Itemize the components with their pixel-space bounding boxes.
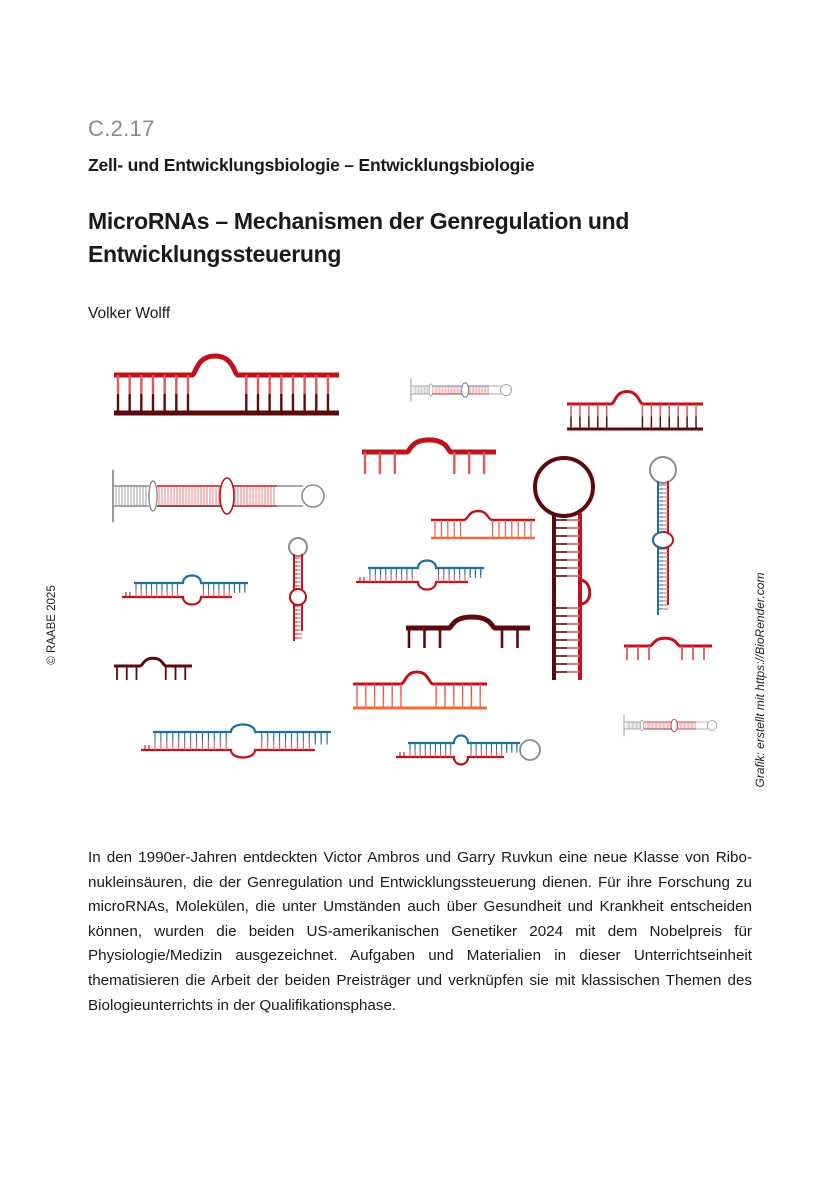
intro-paragraph: In den 1990er-Jahren entdeckten Victor Ambros und Garry Ruvkun eine neue Klasse von Ribonukleinsäuren, die der Genregulation und Entwicklungssteuerung dienen. Für ihre Forschung zu microRNAs, Molekülen, die unter Umständen auch über Gesundheit und Krankheit entscheiden können, wurden die beiden US-amerikanischen Genetiker 2024 mit dem Nobelpreis für Physiologie/Medizin ausgezeichnet. Aufgaben und Materialien in dieser Unterrichtseinheit thematisieren die Arbeit der beiden Preisträger und verknüpfen sie mit klassischen Themen des Biologieunterrichts in der Qualifikationsphase. [88, 849, 752, 1014]
pri-mirna-1 [113, 470, 324, 522]
mirna-mrna-3 [141, 725, 331, 758]
mirna-duplex-3 [431, 511, 535, 538]
pre-mirna-3 [289, 538, 307, 641]
pre-mirna-1 [535, 458, 593, 680]
pri-mirna-2 [411, 378, 512, 402]
mirna-strand-2 [114, 658, 192, 680]
unit-code: C.2.17 [88, 116, 155, 141]
graphic-credit: Grafik: erstellt mit https://BioRender.com [753, 572, 767, 788]
mirna-strand-4 [406, 617, 530, 648]
mirna-mrna-4 [396, 736, 540, 765]
page-title: MicroRNAs – Mechanismen der Genregulation und Entwicklungssteuerung [88, 208, 630, 267]
mirna-duplex-2 [567, 392, 703, 430]
copyright-notice: © RAABE 2025 [46, 585, 58, 665]
pri-mirna-3 [624, 715, 717, 736]
pre-mirna-2 [650, 457, 676, 615]
subject-heading: Zell- und Entwicklungsbiologie – Entwicklungsbiologie [88, 155, 535, 175]
mirna-duplex-1 [114, 356, 339, 413]
mirna-mrna-1 [122, 576, 248, 605]
mirna-mrna-2 [356, 561, 484, 590]
mirna-duplex-4 [353, 672, 487, 708]
mirna-strand-3 [624, 638, 712, 660]
author-name: Volker Wolff [88, 305, 171, 322]
mirna-strand-1 [362, 440, 496, 474]
